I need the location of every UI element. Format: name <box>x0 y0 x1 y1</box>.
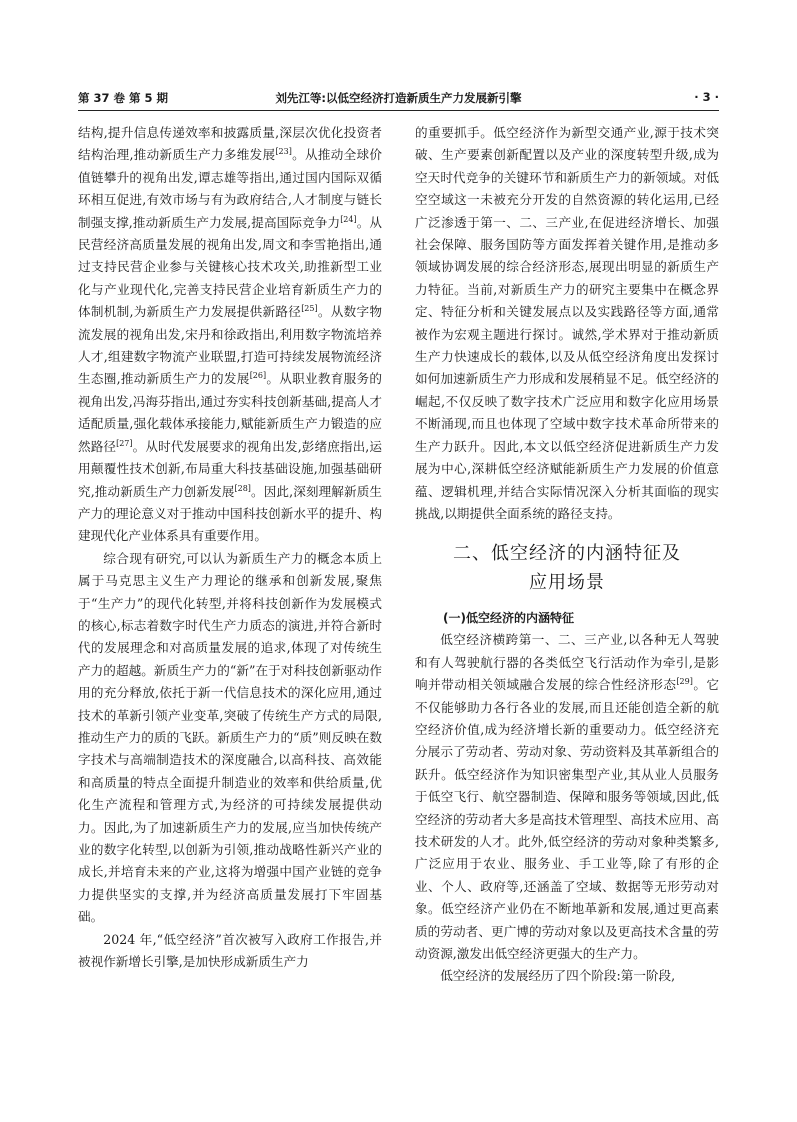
paragraph: 2024 年,“低空经济”首次被写入政府工作报告,并被视作新增长引擎,是加快形成新质生产力 <box>78 931 382 970</box>
citation-27: [27] <box>116 438 133 448</box>
text-run: 。从民营经济高质量发展的视角出发,周文和李雪艳指出,通过支持民营企业参与关键核心技术攻关,助推新型工业化与产业现代化,完善支持民营企业培育新质生产力的体制机制,为新质生产力发展提供新路径 <box>78 214 382 320</box>
right-column <box>415 122 719 1092</box>
text-run: 。因此,深刻理解新质生产力的理论意义对于推动中国科技创新水平的提升、构建现代化产业体系具有重要作用。 <box>78 483 382 544</box>
text-run: 低空经济横跨第一、二、三产业,以各种无人驾驶和有人驾驶航行器的各类低空飞行活动作为牵引,是影响并带动相关领域融合发展的综合性经济形态 <box>415 632 719 693</box>
section-title-line: 二、低空经济的内涵特征及 <box>453 543 681 565</box>
section-title-line: 应用场景 <box>529 572 605 594</box>
paragraph: 低空经济的发展经历了四个阶段:第一阶段, <box>440 968 676 984</box>
header-rule <box>78 110 719 111</box>
left-column <box>78 122 382 1092</box>
paragraph <box>415 629 719 965</box>
paragraph-continued <box>78 122 382 548</box>
citation-24: [24] <box>340 214 357 224</box>
paragraph-continued: 的重要抓手。低空经济作为新型交通产业,源于技术突破、生产要素创新配置以及产业的深度转型升级,成为空天时代竞争的关键环节和新质生产力的新领域。对低空空域这一未被充分开发的自然资源的转化运用,已经广泛渗透于第一、二、三产业,在促进经济增长、加强社会保障、服务国防等方面发挥着关键作用,是推动多领域协调发展的综合经济形态,展现出明显的新质生产力特征。当前,对新质生产力的研究主要集中在概念界定、特征分析和关键发展点以及实践路径等方面,通常被作为宏观主题进行探讨。诚然,学术界对于推动新质生产力快速成长的载体,以及从低空经济角度出发探讨如何加速新质生产力形成和发展稍显不足。低空经济的崛起,不仅反映了数字技术广泛应用和数字化应用场景不断涌现,而且也体现了空域中数字技术革命所带来的生产力跃升。因此,本文以低空经济促进新质生产力发展为中心,深耕低空经济赋能新质生产力发展的价值意蕴、逻辑机理,并结合实际情况深入分析其面临的现实挑战,以期提供全面系统的路径支持。 <box>415 125 719 521</box>
citation-26: [26] <box>249 371 267 381</box>
subsection-title: (一)低空经济的内涵特征 <box>443 611 574 626</box>
paragraph: 综合现有研究,可以认为新质生产力的概念本质上属于马克思主义生产力理论的继承和创新发展,聚焦于“生产力”的现代化转型,并将科技创新作为发展模式的核心,标志着数字时代生产力质态的演进,并符合新时代的发展理念和对高质量发展的追求,体现了对传统生产力的超越。新质生产力的“新”在于对科技创新驱动作用的充分释放,依托于新一代信息技术的深化应用,通过技术的革新引领产业变革,突破了传统生产方式的局限,推动生产力的质的飞跃。新质生产力的“质”则反映在数字技术与高端制造技术的深度融合,以高科技、高效能和高质量的特点全面提升制造业的效率和供给质量,优化生产流程和管理方式,为经济的可持续发展提供动力。因此,为了加速新质生产力的发展,应当加快传统产业的数字化转型,以创新为引领,推动战略性新兴产业的成长,并培育未来的产业,这将为增强中国产业链的竞争力提供坚实的支撑,并为经济高质量发展打下牢固基础。 <box>78 550 382 925</box>
section-title <box>415 539 719 597</box>
volume-issue: 第 37 卷 第 5 期 <box>78 91 169 105</box>
running-header <box>78 88 719 110</box>
citation-25: [25] <box>301 304 318 314</box>
page-number: · 3 · <box>694 90 719 104</box>
text-run: 结构,提升信息传递效率和披露质量,深层次优化投资者结构治理,推动新质生产力多维发展 <box>78 125 382 163</box>
text-run: 。从数字物流发展的视角出发,宋丹和徐政指出,利用数字物流培养人才,组建数字物流产业联盟,打造可持续发展物流经济生态圈,推动新质生产力的发展 <box>78 304 382 387</box>
citation-29: [29] <box>676 677 693 687</box>
text-run: 。从职业教育服务的视角出发,冯海芬指出,通过夯实科技创新基础,提高人才适配质量,强化载体承接能力,赋能新质生产力锻造的应然路径 <box>78 371 382 454</box>
text-run: 。它不仅能够助力各行各业的发展,而且还能创造全新的航空经济价值,成为经济增长新的重要动力。低空经济充分展示了劳动者、劳动对象、劳动资料及其革新组合的跃升。低空经济作为知识密集型产业,其从业人员服务于低空飞行、航空器制造、保障和服务等领域,因此,低空经济的劳动者大多是高技术管理型、高技术应用、高技术研发的人才。此外,低空经济的劳动对象种类繁多,广泛应用于农业、服务业、手工业等,除了有形的企业、个人、政府等,还涵盖了空域、数据等无形劳动对象。低空经济产业仍在不断地革新和发展,通过更高素质的劳动者、更广博的劳动对象以及更高技术含量的劳动资源,激发出低空经济更强大的生产力。 <box>415 677 719 961</box>
text-run: 。从时代发展要求的视角出发,彭绪庶指出,运用颠覆性技术创新,布局重大科技基础设施,加强基础研究,推动新质生产力创新发展 <box>78 438 382 499</box>
citation-23: [23] <box>275 147 292 157</box>
text-run: 。从推动全球价值链攀升的视角出发,谭志雄等指出,通过国内国际双循环相互促进,有效市场与有为政府结合,人才制度与链长制强支撑,推动新质生产力发展,提高国际竞争力 <box>78 147 382 230</box>
running-title: 刘先江等:以低空经济打造新质生产力发展新引擎 <box>275 91 522 105</box>
citation-28: [28] <box>234 483 251 493</box>
